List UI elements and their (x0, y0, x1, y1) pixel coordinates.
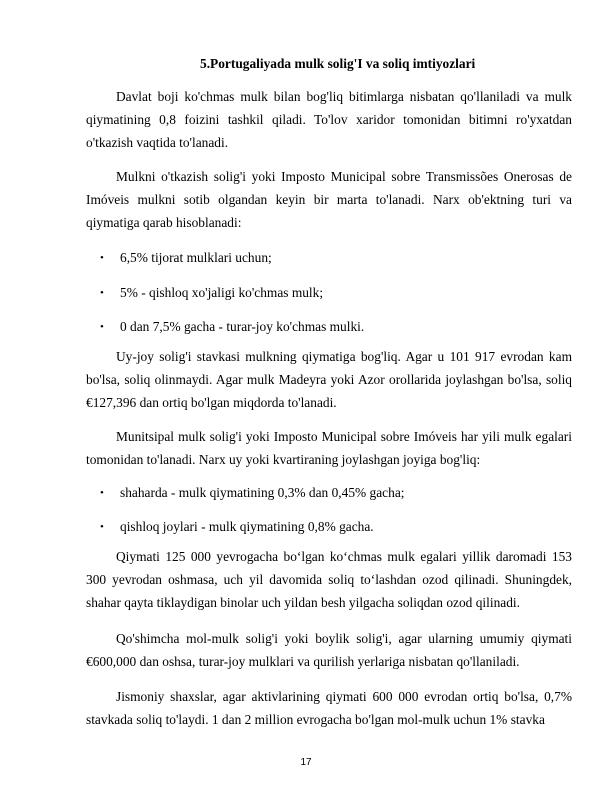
page-number: 17 (300, 757, 312, 768)
list-item-text: shaharda - mulk qiymatining 0,3% dan 0,45% gacha; (120, 485, 405, 500)
bullet-icon: • (100, 287, 104, 299)
paragraph-individuals: Jismoniy shaxslar, agar aktivlarining qiymati 600 000 evrodan ortiq bo'lsa, 0,7% stavkada soliq to'laydi. 1 dan 2 million evrogacha bo'lgan mol-mulk uchun 1% stavka (86, 689, 572, 727)
paragraph-exemption: Qiymati 125 000 yevrogacha bo‘lgan ko‘chmas mulk egalari yillik daromadi 153 300 yevrodan oshmasa, uch yil davomida soliq to‘lashdan ozod qilinadi. Shuningdek, shahar qayta tiklaydigan binolar uch yildan besh yilgacha soliqdan ozod qilinadi. (86, 549, 572, 610)
list-item-text: 0 dan 7,5% gacha - turar-joy ko'chmas mulki. (120, 319, 365, 334)
section-heading: 5.Portugaliyada mulk solig'I va soliq imtiyozlari (200, 56, 476, 71)
bullet-icon: • (100, 521, 104, 533)
list-item-text: qishloq joylari - mulk qiymatining 0,8% gacha. (120, 519, 374, 534)
bullet-icon: • (100, 321, 104, 333)
list-item-text: 5% - qishloq xo'jaligi ko'chmas mulk; (120, 285, 324, 300)
paragraph-wealth-tax: Qo'shimcha mol-mulk solig'i yoki boylik solig'i, agar ularning umumiy qiymati €600,000 dan oshsa, turar-joy mulklari va qurilish yerlariga nisbatan qo'llaniladi. (86, 631, 572, 669)
list-item-text: 6,5% tijorat mulklari uchun; (120, 250, 272, 265)
paragraph-transfer-tax: Mulkni o'tkazish solig'i yoki Imposto Municipal sobre Transmissões Onerosas de Imóveis mulkni sotib olgandan keyin bir marta to'lanadi. Narx ob'ektning turi va qiymatiga qarab hisoblanadi: (86, 169, 572, 230)
bullet-icon: • (100, 487, 104, 499)
paragraph-municipal-tax: Munitsipal mulk solig'i yoki Imposto Municipal sobre Imóveis har yili mulk egalari tomonidan to'lanadi. Narx uy yoki kvartiraning joylashgan joyiga bog'liq: (86, 429, 572, 467)
paragraph-housing-tax: Uy-joy solig'i stavkasi mulkning qiymatiga bog'liq. Agar u 101 917 evrodan kam bo'lsa, soliq olinmaydi. Agar mulk Madeyra yoki Azor orollarida joylashgan bo'lsa, soliq €127,396 dan ortiq bo'lgan miqdorda to'lanadi. (86, 349, 572, 410)
bullet-icon: • (100, 252, 104, 264)
paragraph-state-duty: Davlat boji ko'chmas mulk bilan bog'liq bitimlarga nisbatan qo'llaniladi va mulk qiymatining 0,8 foizini tashkil qiladi. To'lov xaridor tomonidan bitimni ro'yxatdan o'tkazish vaqtida to'lanadi. (86, 89, 572, 150)
